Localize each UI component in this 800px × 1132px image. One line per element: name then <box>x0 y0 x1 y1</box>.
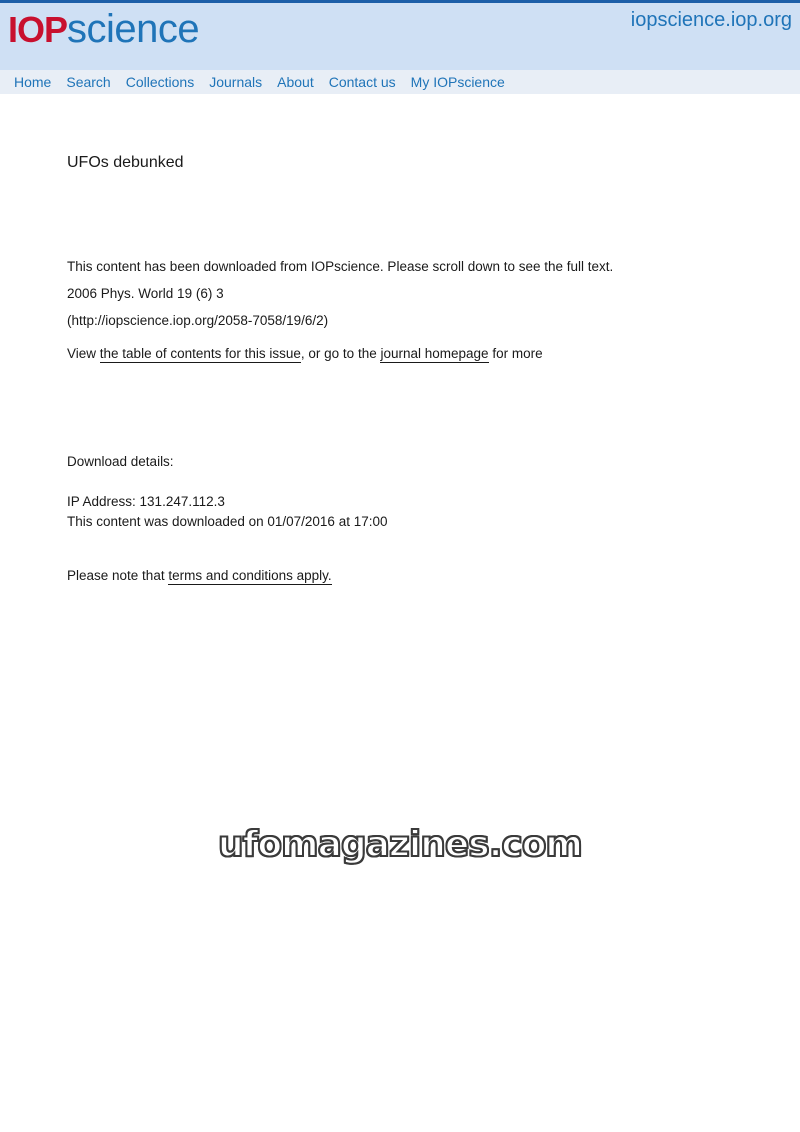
site-url-link[interactable]: iopscience.iop.org <box>630 9 792 31</box>
download-details-heading: Download details: <box>67 454 174 469</box>
ip-address: IP Address: 131.247.112.3 <box>67 494 225 509</box>
logo-science-text: science <box>67 7 200 51</box>
nav-contact-us[interactable]: Contact us <box>328 74 396 90</box>
terms-line <box>67 568 332 583</box>
nav-home[interactable]: Home <box>14 74 52 90</box>
nav-journals[interactable]: Journals <box>209 74 263 90</box>
view-middle: , or go to the <box>300 346 381 361</box>
terms-prefix: Please note that <box>67 568 169 583</box>
terms-and-conditions-link[interactable]: terms and conditions apply. <box>168 568 332 583</box>
nav-about[interactable]: About <box>277 74 314 90</box>
logo-iop-text: IOP <box>8 9 68 50</box>
download-timestamp: This content was downloaded on 01/07/2016 at 17:00 <box>67 514 388 529</box>
site-header <box>0 0 800 70</box>
article-url: (http://iopscience.iop.org/2058-7058/19/6/2) <box>67 313 329 328</box>
view-suffix: for more <box>488 346 543 361</box>
article-title: UFOs debunked <box>67 154 184 171</box>
main-nav <box>0 70 800 94</box>
download-notice: This content has been downloaded from IOPscience. Please scroll down to see the full text. <box>67 259 614 274</box>
nav-search[interactable]: Search <box>66 74 111 90</box>
view-more-line <box>67 346 543 361</box>
watermark-text: ufomagazines.com <box>218 824 582 865</box>
nav-collections[interactable]: Collections <box>125 74 195 90</box>
journal-homepage-link[interactable]: journal homepage <box>380 346 489 361</box>
citation: 2006 Phys. World 19 (6) 3 <box>67 286 224 301</box>
iopscience-logo[interactable] <box>8 7 199 51</box>
table-of-contents-link[interactable]: the table of contents for this issue <box>99 346 301 361</box>
view-prefix: View <box>67 346 100 361</box>
nav-my-iopscience[interactable]: My IOPscience <box>410 74 505 90</box>
